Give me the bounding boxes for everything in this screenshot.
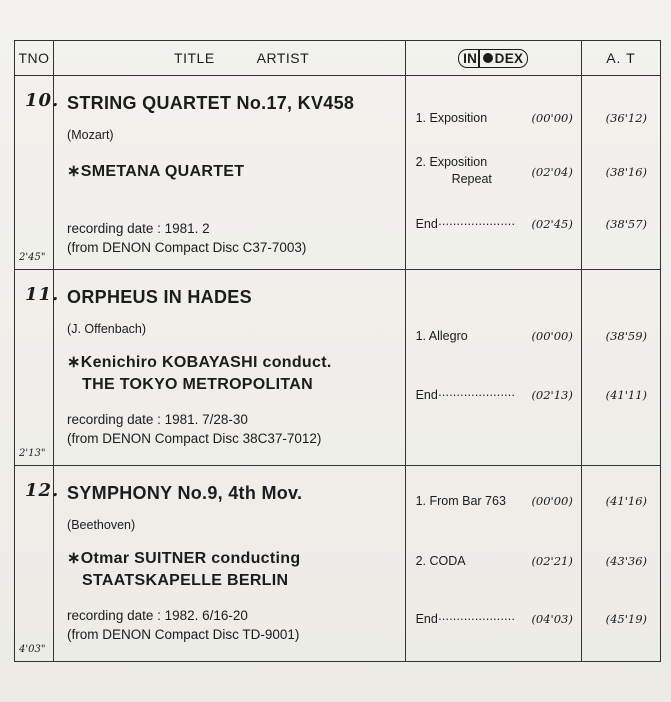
track-number: 10.: [25, 90, 60, 111]
recording-info: [67, 606, 299, 644]
recording-date: recording date : 1982. 6/16-20: [67, 608, 248, 623]
track-composer: (Mozart): [67, 128, 114, 142]
index-time: (02'13): [531, 388, 573, 402]
header-index: [405, 41, 581, 76]
header-artist: ARTIST: [256, 50, 310, 66]
index-time: (04'03): [531, 612, 573, 626]
index-time: (02'45): [531, 217, 573, 231]
artist-line-2: STAATSKAPELLE BERLIN: [82, 572, 289, 589]
track-duration: 2'13": [19, 448, 46, 459]
index-label-end: End·····················: [415, 388, 515, 402]
at-cell: [581, 76, 660, 270]
track-composer: (J. Offenbach): [67, 322, 147, 336]
title-cell: [54, 76, 406, 270]
index-label: 2. CODA: [415, 554, 466, 568]
tno-cell: [15, 270, 60, 466]
index-label-end: End·····················: [415, 612, 515, 626]
track-number: 11.: [25, 284, 60, 305]
absolute-time: (41'11): [605, 388, 647, 402]
title-cell: [54, 270, 406, 466]
index-label: 2. Exposition: [415, 155, 488, 169]
header-tno: TNO: [15, 41, 54, 76]
track-title: ORPHEUS IN HADES: [67, 287, 252, 307]
index-label-end: End·····················: [415, 217, 515, 231]
track-row: [15, 76, 661, 270]
index-label: 1. Exposition: [415, 111, 488, 125]
index-logo: [458, 49, 528, 68]
track-number: 12.: [25, 480, 60, 501]
title-cell: [54, 466, 406, 662]
artist-line-1: ∗Otmar SUITNER conducting: [67, 550, 301, 567]
at-cell: [581, 270, 660, 466]
index-dot-icon: [483, 53, 493, 63]
index-label: 1. From Bar 763: [415, 494, 506, 508]
track-row: [15, 466, 661, 662]
track-title: STRING QUARTET No.17, KV458: [67, 93, 355, 113]
header-title-artist: [54, 41, 406, 76]
recording-info: [67, 219, 306, 257]
index-logo-left: IN: [463, 50, 478, 66]
track-duration: 4'03": [19, 644, 46, 655]
index-time: (00'00): [531, 329, 573, 343]
recording-source: (from DENON Compact Disc C37-7003): [67, 240, 307, 255]
absolute-time: (45'19): [605, 612, 647, 626]
absolute-time: (36'12): [605, 111, 647, 125]
absolute-time: (38'59): [605, 329, 647, 343]
header-at: A. T: [581, 41, 660, 76]
track-row: [15, 270, 661, 466]
index-time: (00'00): [531, 494, 573, 508]
index-time: (00'00): [531, 111, 573, 125]
track-duration: 2'45": [19, 252, 46, 263]
recording-source: (from DENON Compact Disc TD-9001): [67, 627, 300, 642]
absolute-time: (38'16): [605, 165, 647, 179]
recording-source: (from DENON Compact Disc 38C37-7012): [67, 431, 322, 446]
track-composer: (Beethoven): [67, 518, 136, 532]
index-cell: [405, 270, 581, 466]
track-artist: [67, 352, 332, 396]
track-artist: [67, 161, 244, 183]
tno-cell: [15, 466, 60, 662]
index-time: (02'04): [531, 165, 573, 179]
index-label-cont: Repeat: [451, 172, 492, 186]
track-artist: [67, 548, 300, 592]
artist-line-2: THE TOKYO METROPOLITAN: [82, 376, 313, 393]
track-title: SYMPHONY No.9, 4th Mov.: [67, 483, 303, 503]
index-logo-separator: [478, 50, 480, 67]
index-label: 1. Allegro: [415, 329, 468, 343]
index-cell: [405, 466, 581, 662]
absolute-time: (38'57): [605, 217, 647, 231]
header-title: TITLE: [174, 50, 215, 66]
recording-date: recording date : 1981. 2: [67, 221, 210, 236]
recording-date: recording date : 1981. 7/28-30: [67, 412, 248, 427]
index-logo-right: DEX: [494, 50, 524, 66]
artist-line-1: ∗Kenichiro KOBAYASHI conduct.: [67, 354, 332, 371]
index-time: (02'21): [531, 554, 573, 568]
track-index-table: [14, 40, 661, 662]
header-row: [15, 41, 661, 76]
index-cell: [405, 76, 581, 270]
tno-cell: [15, 76, 60, 270]
artist-line-1: ∗SMETANA QUARTET: [67, 163, 245, 180]
recording-info: [67, 410, 321, 448]
absolute-time: (41'16): [605, 494, 647, 508]
absolute-time: (43'36): [605, 554, 647, 568]
at-cell: [581, 466, 660, 662]
